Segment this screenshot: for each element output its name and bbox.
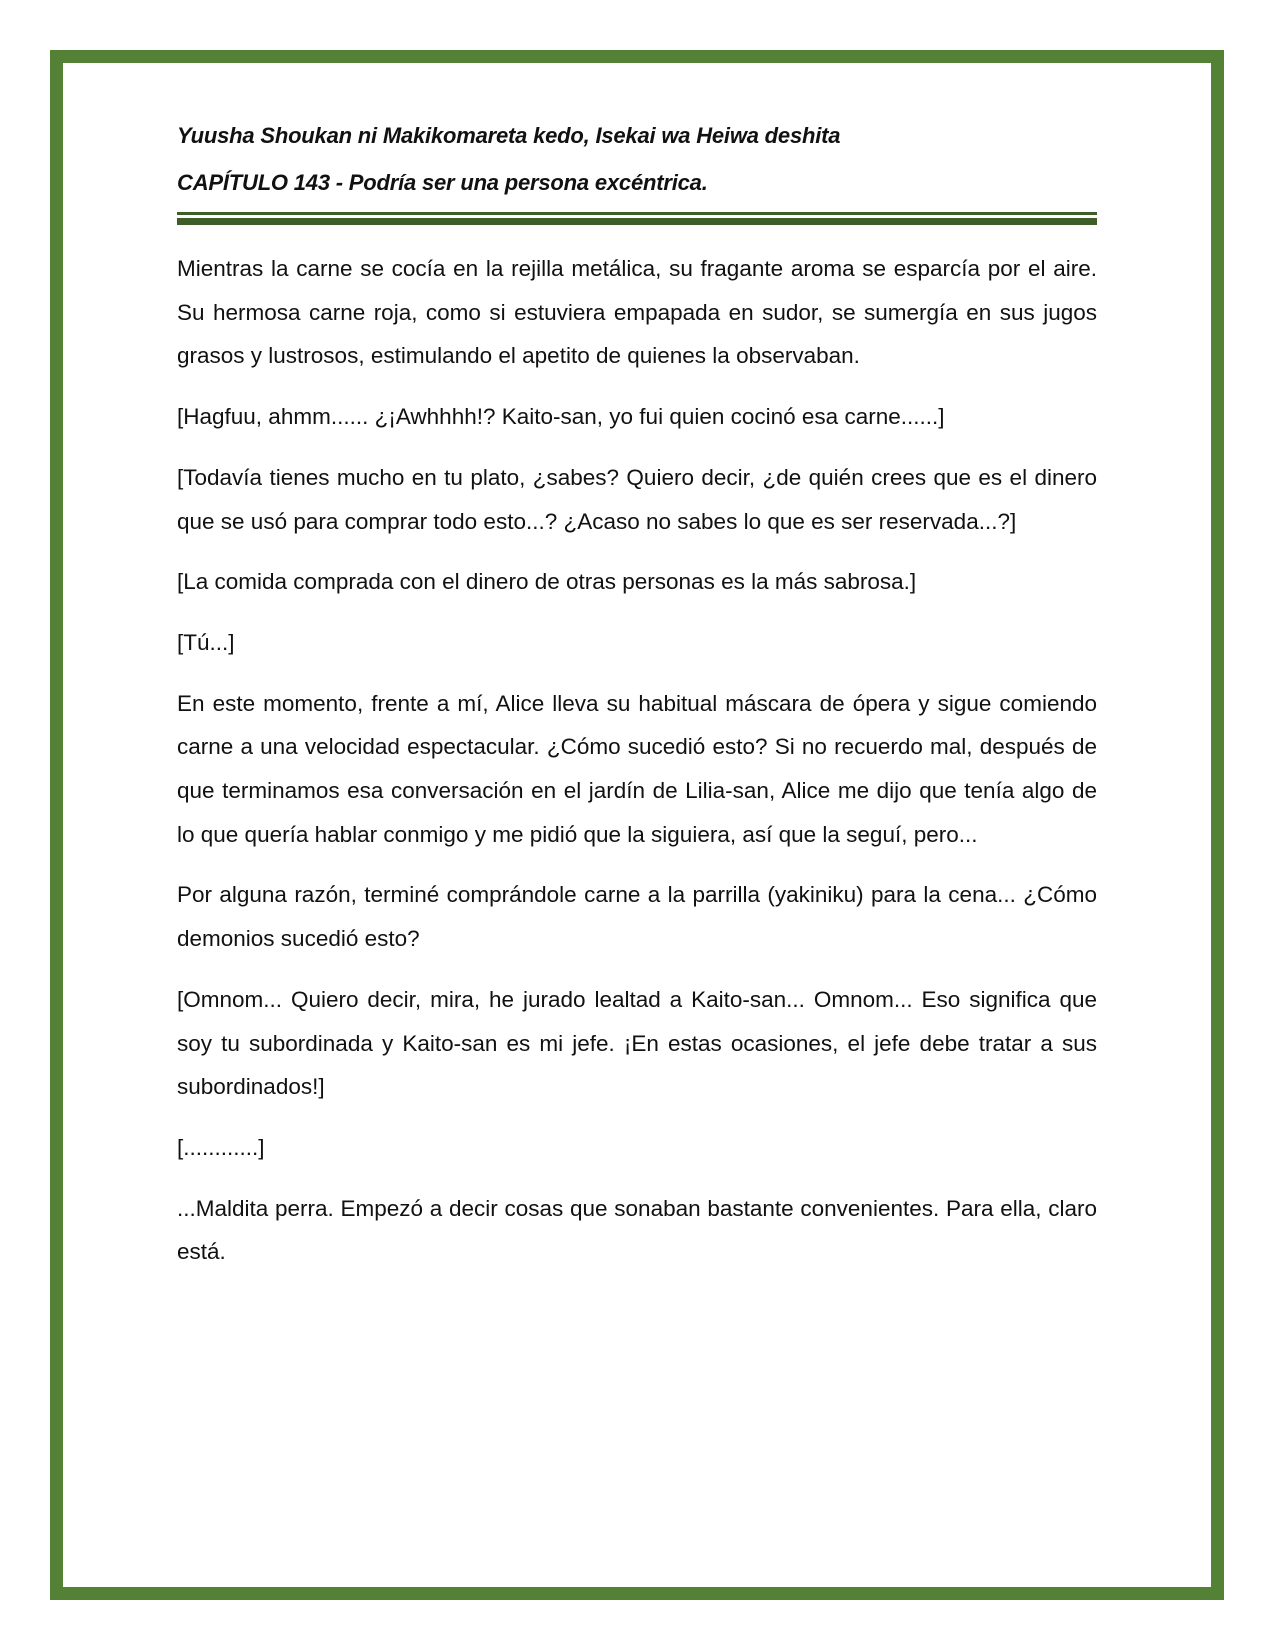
paragraph: [Tú...]: [177, 629, 235, 655]
page-content: [177, 112, 1097, 1291]
paragraph: Por alguna razón, terminé comprándole carne a la parrilla (yakiniku) para la cena... ¿Cómo demonios sucedió esto?: [177, 882, 1097, 952]
chapter-body: [177, 247, 1097, 1274]
paragraph: En este momento, frente a mí, Alice lleva su habitual máscara de ópera y sigue comiendo carne a una velocidad espectacular. ¿Cómo sucedió esto? Si no recuerdo mal, después de que terminamos esa conversación en el jardín de Lilia-san, Alice me dijo que tenía algo de lo que quería hablar conmigo y me pidió que la siguiera, así que la seguí, pero...: [177, 690, 1097, 847]
divider-thick-line: [177, 218, 1097, 225]
title-divider: [177, 212, 1097, 225]
paragraph: [La comida comprada con el dinero de otras personas es la más sabrosa.]: [177, 569, 917, 595]
chapter-title: CAPÍTULO 143 - Podría ser una persona excéntrica.: [177, 170, 708, 195]
paragraph: [Todavía tienes mucho en tu plato, ¿sabes? Quiero decir, ¿de quién crees que es el dinero que se usó para comprar todo esto...? ¿Acaso no sabes lo que es ser reservada...?]: [177, 464, 1097, 534]
paragraph: Mientras la carne se cocía en la rejilla metálica, su fragante aroma se esparcía por el aire. Su hermosa carne roja, como si estuviera empapada en sudor, se sumergía en sus jugos grasos y lustrosos, estimulando el apetito de quienes la observaban.: [177, 256, 1097, 369]
paragraph: [............]: [177, 1134, 265, 1160]
series-title: Yuusha Shoukan ni Makikomareta kedo, Isekai wa Heiwa deshita: [177, 123, 841, 148]
paragraph: ...Maldita perra. Empezó a decir cosas que sonaban bastante convenientes. Para ella, claro está.: [177, 1195, 1097, 1265]
paragraph: [Hagfuu, ahmm...... ¿¡Awhhhh!? Kaito-san, yo fui quien cocinó esa carne......]: [177, 404, 945, 430]
divider-thin-line: [177, 212, 1097, 215]
paragraph: [Omnom... Quiero decir, mira, he jurado lealtad a Kaito-san... Omnom... Eso significa que soy tu subordinada y Kaito-san es mi jefe. ¡En estas ocasiones, el jefe debe tratar a sus subordinados!]: [177, 986, 1097, 1100]
